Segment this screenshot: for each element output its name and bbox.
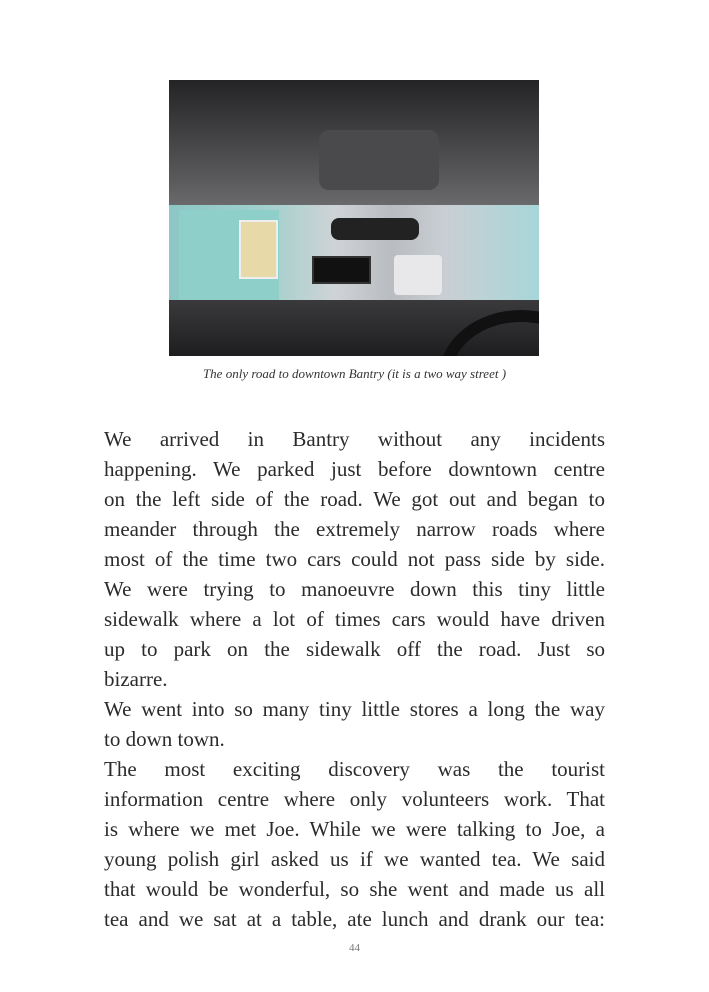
figure-caption: The only road to downtown Bantry (it is a two way street ) [202, 366, 507, 381]
rearview-mirror [331, 218, 419, 240]
window [239, 220, 278, 279]
text-line: young polish girl asked us if we wanted tea. We said [104, 847, 605, 871]
text-line: on the left side of the road. We got out and began to [104, 487, 605, 511]
text-line: tea and we sat at a table, ate lunch and drank our tea: [104, 907, 605, 931]
text-line: happening. We parked just before downtown centre [104, 457, 605, 481]
text-line: The most exciting discovery was the tourist [104, 757, 605, 781]
text-line: bizarre. [104, 667, 168, 691]
white-van [394, 255, 442, 295]
text-line: is where we met Joe. While we were talking to Joe, a [104, 817, 605, 841]
page-number: 44 [349, 942, 360, 954]
overhead-console [319, 130, 439, 190]
body-text [104, 424, 605, 934]
text-line: meander through the extremely narrow roads where [104, 517, 605, 541]
text-line: most of the time two cars could not pass side by side. [104, 547, 605, 571]
gps-device [312, 256, 371, 284]
text-line: up to park on the sidewalk off the road. Just so [104, 637, 605, 661]
text-line: that would be wonderful, so she went and made us all [104, 877, 605, 901]
text-line: We were trying to manoeuvre down this tiny little [104, 577, 605, 601]
text-line: to down town. [104, 727, 225, 751]
text-line: We arrived in Bantry without any incidents [104, 427, 605, 451]
text-line: information centre where only volunteers work. That [104, 787, 605, 811]
text-line: sidewalk where a lot of times cars would have driven [104, 607, 605, 631]
car-interior-photo [169, 80, 539, 356]
text-line: We went into so many tiny little stores a long the way [104, 697, 605, 721]
